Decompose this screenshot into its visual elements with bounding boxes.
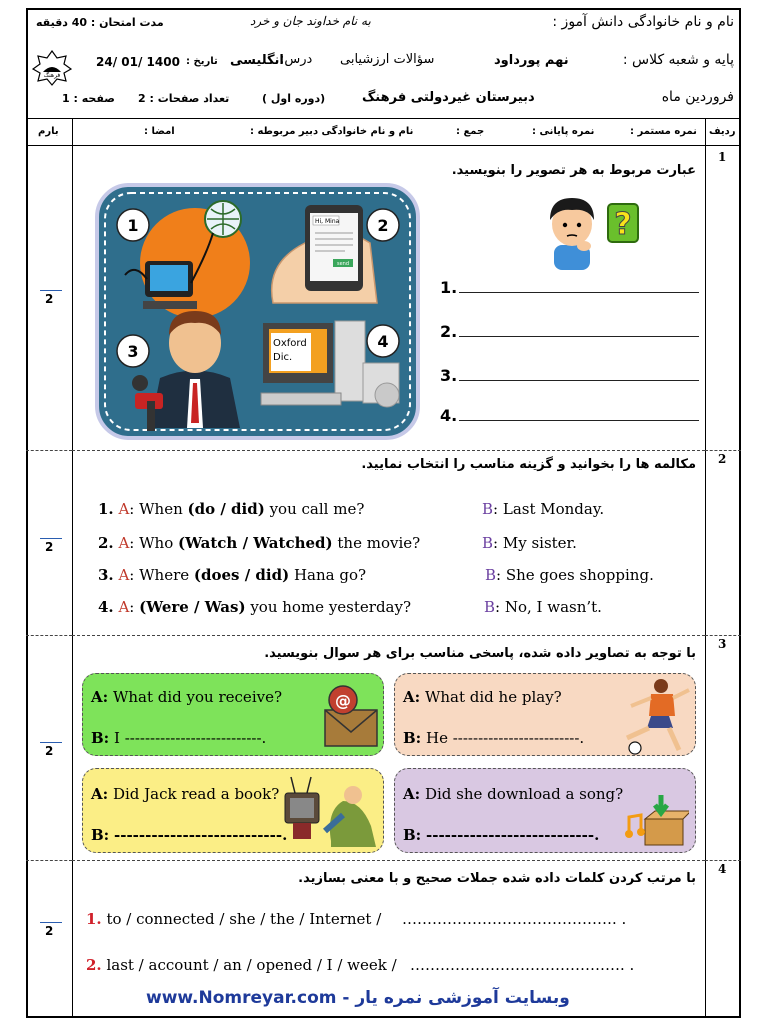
q2-number: 2	[718, 452, 727, 466]
grade-label: پایه و شعبه کلاس :	[622, 52, 734, 68]
score-column-divider	[72, 118, 73, 1018]
svg-text:1: 1	[127, 216, 139, 235]
thinking-boy-icon	[528, 190, 640, 270]
q2-item-1: 1. A: When (do / did) you call me?	[98, 500, 365, 518]
page-number: صفحه : 1	[62, 92, 115, 105]
q2-title: مکالمه ها را بخوانید و گزینه مناسب را انتخاب نمایید.	[361, 457, 696, 472]
q2-separator	[72, 635, 705, 636]
q1-answer-2[interactable]: 2.	[440, 322, 699, 341]
date-value: 24/ 01/ 1400	[96, 55, 180, 69]
q3-card-2: A: What did he play? B: He -------------------------.	[394, 673, 696, 756]
svg-text:فرهنگ: فرهنگ	[43, 72, 61, 79]
music-download-icon	[625, 793, 689, 849]
q4-title: با مرتب کردن کلمات داده شده جملات صحیح و با معنی بسازید.	[298, 871, 696, 886]
svg-text:Oxford: Oxford	[273, 338, 307, 349]
svg-text:3: 3	[127, 342, 139, 361]
q4-item-2-answer[interactable]: ……………………………………. .	[410, 956, 635, 974]
q4-score: 2	[45, 924, 54, 938]
exam-month: فروردین ماه	[661, 89, 734, 105]
q1-number: 1	[718, 150, 727, 164]
q1-title: عبارت مربوط به هر تصویر را بنویسید.	[451, 163, 696, 178]
q2-item-1-b: B: Last Monday.	[482, 500, 605, 518]
q1-score: 2	[45, 292, 54, 306]
q1-answer-1[interactable]: 1.	[440, 278, 699, 297]
football-player-icon	[617, 676, 693, 756]
q2-item-4-b: B: No, I wasn’t.	[484, 598, 602, 616]
q4-item-1: 1. to / connected / she / the / Internet /	[86, 910, 382, 928]
col-score: بارم	[38, 126, 59, 137]
q3-number: 3	[718, 637, 727, 651]
school-logo	[32, 50, 72, 86]
header-divider	[26, 118, 741, 119]
svg-text:send: send	[337, 261, 350, 267]
man-watching-tv-icon	[281, 771, 381, 851]
svg-text:4: 4	[377, 332, 389, 351]
date-label: تاریخ :	[186, 56, 218, 67]
q2-item-3-b: B: She goes shopping.	[485, 566, 654, 584]
q2-item-2: 2. A: Who (Watch / Watched) the movie?	[98, 534, 421, 552]
q2-item-4: 4. A: (Were / Was) you home yesterday?	[98, 598, 412, 616]
q3-card-1: A: What did you receive? B: I ---------------------------. @	[82, 673, 384, 756]
q2-score: 2	[45, 540, 54, 554]
col-total: جمع :	[456, 126, 485, 137]
school-name: دبیرستان غیردولتی فرهنگ	[362, 90, 535, 105]
footer-url[interactable]: www.Nomreyar.com	[146, 988, 337, 1008]
col-final: نمره پایانی :	[532, 126, 595, 137]
subject-value: انگلیسی	[230, 53, 284, 68]
svg-text:Hi, Mina: Hi, Mina	[315, 218, 340, 225]
footer-site: وبسایت آموزشی نمره یار	[355, 988, 570, 1008]
svg-text:@: @	[335, 691, 351, 710]
q1-picture-collage	[95, 183, 420, 440]
columns-divider	[26, 145, 741, 146]
q3-card-3: A: Did Jack read a book? B: ---------------------------.	[82, 768, 384, 853]
school-period: (دوره اول )	[262, 92, 326, 105]
subject-label: درس:	[280, 52, 313, 67]
q1-separator	[72, 450, 705, 451]
exam-type: سؤالات ارزشیابی	[340, 52, 435, 67]
footer: www.Nomreyar.com - وبسایت آموزشی نمره یار	[146, 988, 570, 1008]
exam-duration: مدت امتحان : 40 دقیقه	[36, 16, 164, 29]
q3-card-4: A: Did she download a song? B: ---------------------------.	[394, 768, 696, 853]
svg-text:2: 2	[377, 216, 389, 235]
q2-item-2-b: B: My sister.	[482, 534, 577, 552]
col-signature: امضا :	[144, 126, 175, 137]
q3-score: 2	[45, 744, 54, 758]
col-continuous: نمره مستمر :	[630, 126, 697, 137]
q3-title: با توجه به تصاویر داده شده، پاسخی مناسب برای هر سوال بنویسید.	[264, 646, 696, 661]
student-name-label: نام و نام خانوادگی دانش آموز :	[552, 14, 734, 30]
svg-text:Dic.: Dic.	[273, 352, 293, 363]
col-teacher: نام و نام خانوادگی دبیر مربوطه :	[250, 126, 414, 137]
col-row: ردیف	[709, 126, 736, 137]
page-count: تعداد صفحات : 2	[138, 92, 230, 105]
q4-item-1-answer[interactable]: ……………………………………. .	[402, 910, 627, 928]
grade-value: نهم پورداود	[494, 53, 569, 68]
q1-answer-4[interactable]: 4.	[440, 406, 699, 425]
basmala: به نام خداوند جان و خرد	[250, 14, 371, 28]
q1-answer-3[interactable]: 3.	[440, 366, 699, 385]
email-envelope-icon	[321, 684, 381, 750]
q4-number: 4	[718, 862, 727, 876]
svg-text:?: ?	[614, 207, 632, 242]
q2-item-3: 3. A: Where (does / did) Hana go?	[98, 566, 367, 584]
q4-item-2: 2. last / account / an / opened / I / week /	[86, 956, 397, 974]
row-column-divider	[705, 118, 706, 1018]
q3-separator	[72, 860, 705, 861]
